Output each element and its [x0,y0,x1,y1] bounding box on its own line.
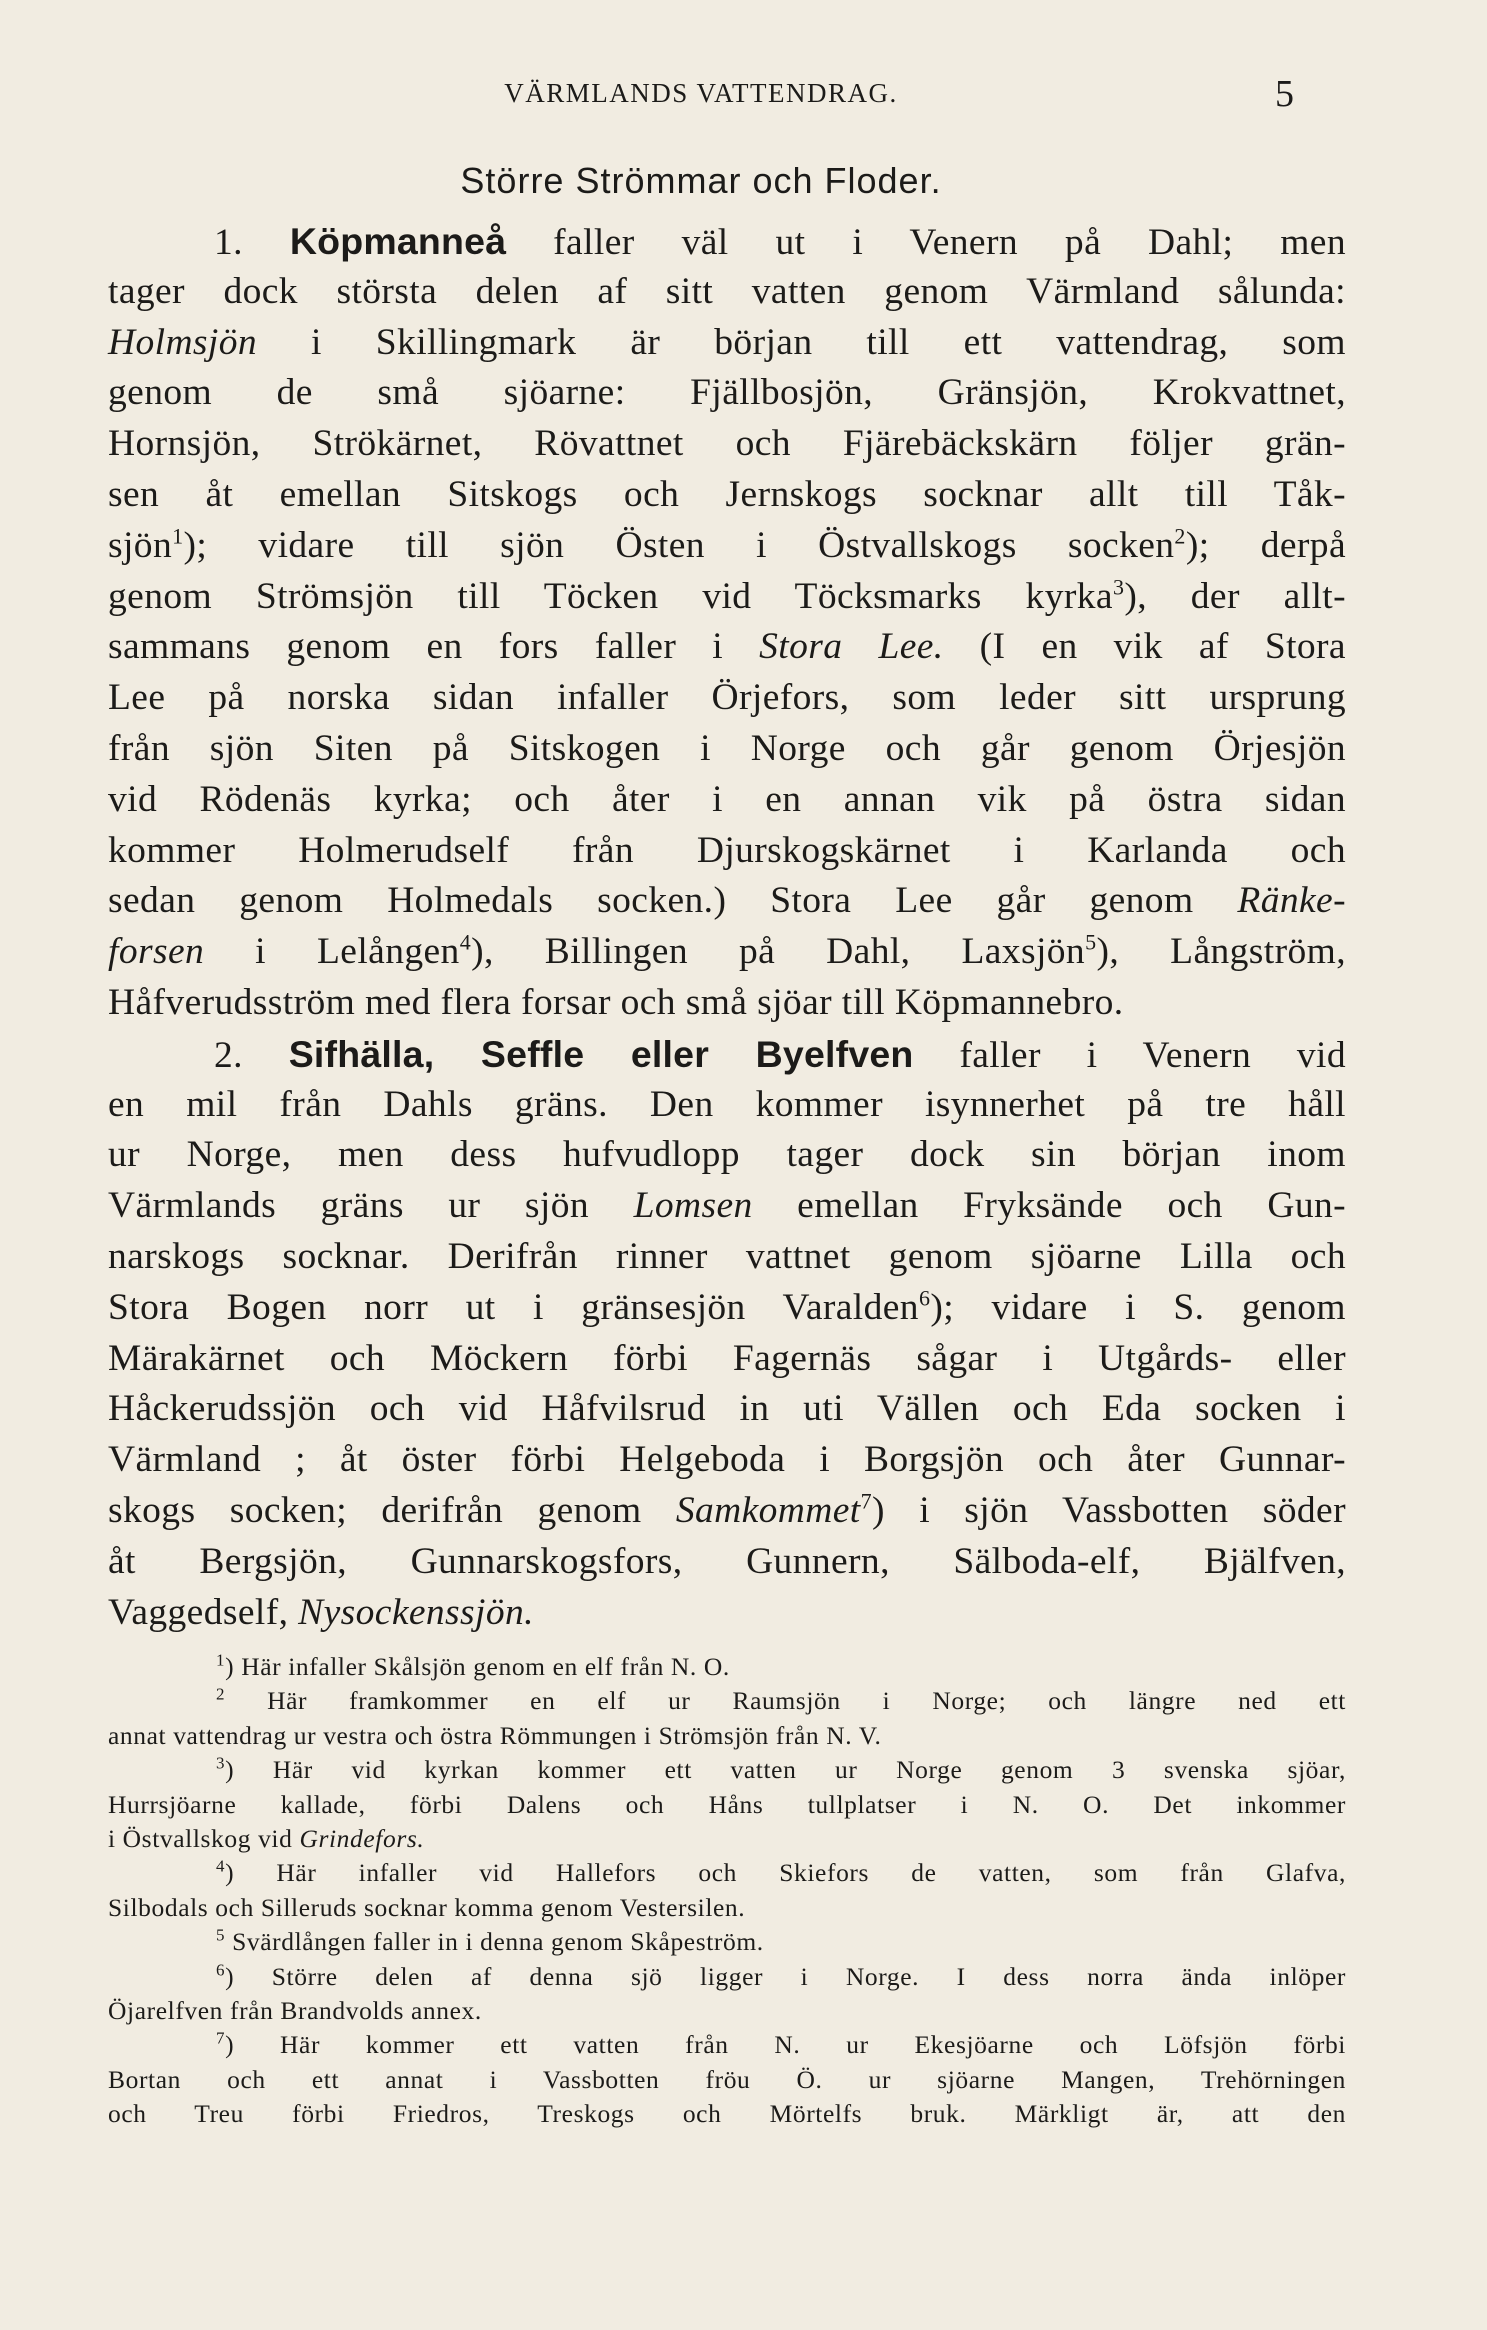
footnote-mark: 7 [216,2028,226,2048]
footnote-line: och Treu förbi Friedros, Treskogs och Mörtelfs bruk. Märkligt är, att den [108,2099,1346,2129]
footnote-mark: 4 [216,1856,226,1876]
footnote-ref: 7 [860,1488,873,1514]
place-name: Holmsjön [108,321,258,363]
place-name: Lomsen [633,1185,753,1227]
footnote-mark: 2 [216,1684,226,1704]
place-name: forsen [108,931,205,973]
footnote-ref: 5 [1085,929,1097,955]
footnote-line: Bortan och ett annat i Vassbotten fröu Ö. ur sjöarne Mangen, Trehörningen [108,2064,1346,2094]
footnote-line: Öjarelfven från Brandvolds annex. [108,1995,482,2025]
footnote-mark: 5 [216,1925,226,1945]
paragraph-line: från sjön Siten på Sitskogen i Norge och går genom Örjesjön [108,727,1346,769]
paragraph-line: 2. Sifhälla, Seffle eller Byelfven faller i Venern vid [214,1032,1347,1076]
paragraph-line: skogs socken; derifrån genom Samkommet$^7$) i sjön Vassbotten söder [108,1488,1346,1531]
paragraph-line: tager dock största delen af sitt vatten genom Värmland sålunda: [108,270,1346,312]
footnote-line: $^4$) Här infaller vid Hallefors och Skiefors de vatten, som från Glafva, [216,1856,1346,1888]
paragraph-line: vid Rödenäs kyrka; och åter i en annan vik på östra sidan [108,778,1346,820]
item-number: 2. [214,1034,243,1076]
paragraph-line: Holmsjön i Skillingmark är början till ett vattendrag, som [108,321,1346,363]
place-name: Stora Lee. [759,626,944,668]
paragraph-line: åt Bergsjön, Gunnarskogsfors, Gunnern, Sälboda-elf, Bjälfven, [108,1540,1346,1582]
footnote-ref: 2 [1174,523,1186,549]
item-number: 1. [214,222,243,263]
footnote-ref: 4 [459,929,472,955]
body-text [108,216,1346,1638]
paragraph-line: Vaggedself, Nysockenssjön. [108,1591,534,1633]
footnote-line: Hurrsjöarne kallade, förbi Dalens och Håns tullplatser i N. O. Det inkommer [108,1789,1346,1819]
paragraph-line: Märakärnet och Möckern förbi Fagernäs sågar i Utgårds- eller [108,1337,1346,1379]
paragraph-line: sedan genom Holmedals socken.) Stora Lee går genom Ränke- [108,880,1346,922]
footnote-line: $^5$ Svärdlången faller in i denna genom Skåpeström. [216,1925,764,1957]
place-name: Samkommet [675,1489,861,1531]
paragraph-line: genom Strömsjön till Töcken vid Töcksmarks kyrka$^3$), der allt- [108,574,1347,617]
running-head [108,72,1294,116]
paragraph-line: Lee på norska sidan infaller Örjefors, som leder sitt ursprung [108,677,1346,719]
footnote-line: $^6$) Större delen af denna sjö ligger i Norge. I dess norra ända inlöper [216,1960,1346,1991]
footnote-line: Silbodals och Silleruds socknar komma genom Vestersilen. [108,1892,746,1922]
paragraph-line: Håckerudssjön och vid Håfvilsrud in uti Vällen och Eda socken i [108,1388,1346,1430]
place-name: Nysockenssjön. [298,1591,534,1633]
place-name: Grindefors. [299,1823,425,1853]
footnote-mark: 6 [216,1960,226,1980]
footnote-line: $^7$) Här kommer ett vatten från N. ur Ekesjöarne och Löfsjön förbi [216,2028,1346,2060]
paragraph-line: Hornsjön, Strökärnet, Rövattnet och Fjärebäckskärn följer grän- [108,423,1346,465]
paragraph-line: Värmlands gräns ur sjön Lomsen emellan Fryksände och Gun- [108,1185,1347,1227]
river-name: Köpmanneå [289,220,507,262]
paragraph-line: forsen i Lelången$^4$), Billingen på Dahl, Laxsjön$^5$), Långström, [108,929,1346,973]
running-title: VÄRMLANDS VATTENDRAG. [504,78,898,108]
paragraph-line: Stora Bogen norr ut i gränsesjön Varalden$^6$); vidare i S. genom [108,1285,1346,1328]
paragraph-line: narskogs socknar. Derifrån rinner vattnet genom sjöarne Lilla och [108,1235,1346,1277]
section-title: Större Strömmar och Floder. [460,160,942,201]
paragraph-line: en mil från Dahls gräns. Den kommer isynnerhet på tre håll [108,1083,1346,1125]
footnote-line: $^2$ Här framkommer en elf ur Raumsjön i Norge; och längre ned ett [216,1684,1346,1716]
paragraph-line: 1. Köpmanneå faller väl ut i Venern på Dahl; men [214,220,1346,263]
footnotes [108,1650,1346,2131]
page-number: 5 [1275,73,1294,115]
footnote-ref: 3 [1112,574,1125,600]
place-name: Ränke- [1237,880,1346,922]
footnote-mark: 3 [216,1753,226,1773]
paragraph-line: Håfverudsström med flera forsar och små sjöar till Köpmannebro. [108,981,1124,1023]
footnote-line: $^3$) Här vid kyrkan kommer ett vatten ur Norge genom 3 svenska sjöar, [216,1753,1346,1785]
paragraph-line: sjön$^1$); vidare till sjön Östen i Östvallskogs socken$^2$); derpå [108,523,1346,566]
paragraph-line: ur Norge, men dess hufvudlopp tager dock sin början inom [108,1134,1346,1176]
paragraph-line: genom de små sjöarne: Fjällbosjön, Gränsjön, Krokvattnet, [108,372,1346,414]
footnote-ref: 1 [172,523,184,549]
paragraph-line: kommer Holmerudself från Djurskogskärnet i Karlanda och [108,829,1346,871]
footnote-mark: 1 [216,1650,226,1670]
footnote-line: $^1$) Här infaller Skålsjön genom en elf från N. O. [216,1650,730,1681]
footnote-line: annat vattendrag ur vestra och östra Römmungen i Strömsjön från N. V. [108,1720,882,1750]
paragraph-line: sammans genom en fors faller i Stora Lee. (I en vik af Stora [108,626,1346,668]
footnote-line: i Östvallskog vid Grindefors. [108,1823,425,1853]
paragraph-line: Värmland ; åt öster förbi Helgeboda i Borgsjön och åter Gunnar- [108,1439,1346,1481]
river-name: Sifhälla, Seffle eller Byelfven [288,1032,914,1075]
paragraph-line: sen åt emellan Sitskogs och Jernskogs socknar allt till Tåk- [108,473,1346,515]
footnote-ref: 6 [918,1285,931,1311]
